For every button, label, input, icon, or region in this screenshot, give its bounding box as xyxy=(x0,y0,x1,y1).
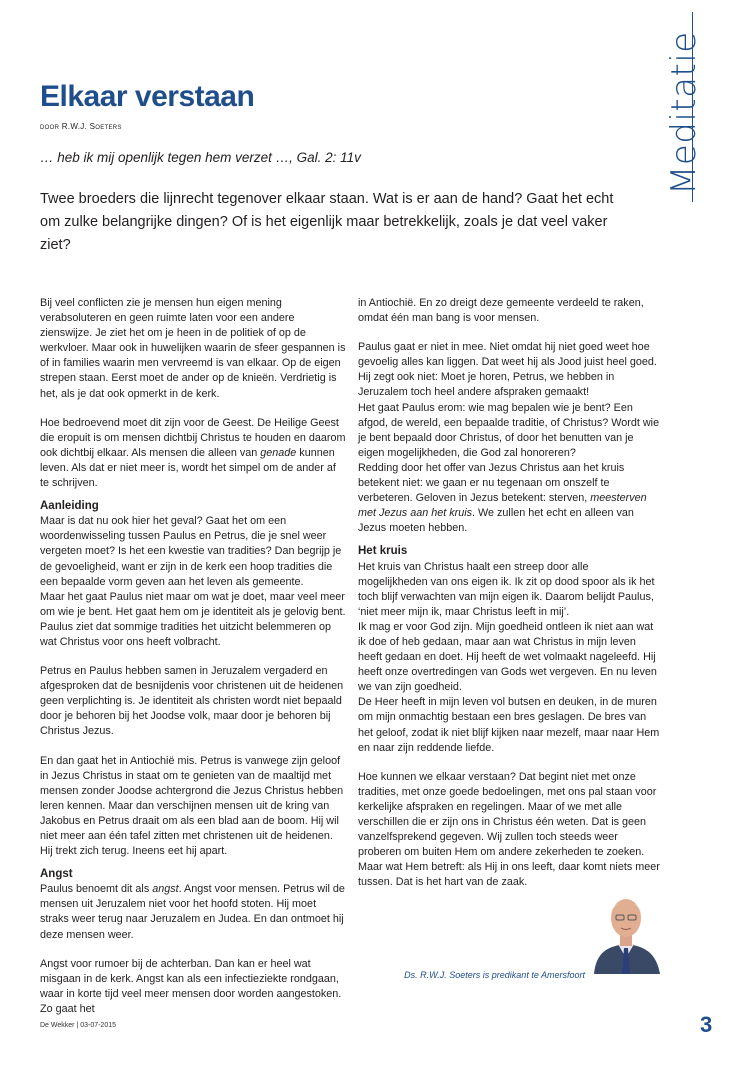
bible-verse: … heb ik mij openlijk tegen hem verzet …, Gal. 2: 11v xyxy=(40,150,361,165)
subheading-aanleiding: Aanleiding xyxy=(40,500,99,513)
paragraph: Het gaat Paulus erom: wie mag bepalen wie je bent? Een afgod, de wereld, een bepaalde traditie, of Christus? Wordt wie je bent bepaald door Christus, of door het benutten van je eigen mogelijkheden, die God zal honoreren? xyxy=(358,401,660,459)
paragraph: Bij veel conflicten zie je mensen hun eigen mening verabsoluteren en geen ruimte laten voor een andere zienswijze. Je ziet het om je heen in de politiek of op de werkvloer. Maar ook in huwelijken waarin de sfeer gespannen is of in families waarin men vervreemd is van elkaar. Op de eigen strepen staan. Eerst moet de ander op de knieën. Verdrietig is het, als je dat ook opmerkt in de kerk. xyxy=(40,297,346,400)
paragraph: Redding door het offer van Jezus Christus aan het kruis betekent niet: we gaan er nu tegenaan om onszelf te verbeteren. Geloven in Jezus betekent: sterven, meesterven met Jezus aan het kruis. We zullen het echt en alleen van Jezus moeten hebben. xyxy=(358,461,647,535)
subheading-het-kruis: Het kruis xyxy=(358,545,408,558)
intro-paragraph: Twee broeders die lijnrecht tegenover elkaar staan. Wat is er aan de hand? Gaat het echt om zulke belangrijke dingen? Of is het eigenlijk maar betrekkelijk, zoals je dat veel vaker ziet? xyxy=(40,191,614,253)
paragraph: Angst voor rumoer bij de achterban. Dan kan er heel wat misgaan in de kerk. Angst kan als een infectieziekte rondgaan, waar in korte tijd veel meer mensen door worden aangestoken. Zo gaat het xyxy=(40,957,342,1015)
page-number: 3 xyxy=(700,1012,713,1037)
paragraph: De Heer heeft in mijn leven vol butsen en deuken, in de muren om mijn onmachtig bestaan een bres geslagen. De bres van het geloof, zodat ik niet blijf kijken naar mezelf, maar naar Hem en naar zijn reddende liefde. xyxy=(358,696,660,754)
paragraph: Hoe kunnen we elkaar verstaan? Dat begint niet met onze tradities, met onze goede bedoelingen, met ons pal staan voor kerkelijke afspraken en regelingen. Maar of we met alle verschillen die er zijn ons in Christus één weten. Dat is geen vanzelfsprekend gegeven. Wij zullen toch steeds weer proberen om buiten Hem om andere zekerheden te zoeken. Maar wat Hem betreft: als Hij in ons leeft, daar komt niets meer tussen. Dat is het hart van de zaak. xyxy=(358,770,660,889)
article-title: Elkaar verstaan xyxy=(40,80,255,113)
section-label: Meditatie xyxy=(664,31,704,195)
paragraph: Paulus benoemt dit als angst. Angst voor mensen. Petrus wil de mensen uit Jeruzalem niet voor het hoofd stoten. Hij moet straks weer terug naar Jeruzalem en Judea. En dan ontmoet hij deze mensen weer. xyxy=(40,883,345,941)
left-column xyxy=(40,296,347,1017)
paragraph: Hoe bedroevend moet dit zijn voor de Geest. De Heilige Geest die eropuit is om mensen dichtbij Christus te houden en daarom ook dichtbij elkaar. Als mensen die alleen van genade kunnen leven. Als dat er niet meer is, wordt het simpel om de ander af te schrijven. xyxy=(40,416,346,490)
subheading-angst: Angst xyxy=(40,868,73,881)
author-photo xyxy=(590,886,662,974)
paragraph: Het kruis van Christus haalt een streep door alle mogelijkheden van ons eigen ik. Ik zit op dood spoor als ik het toch blijf verwachten van mijn eigen ik. Daarom belijdt Paulus, ‘niet meer mijn ik, maar Christus leeft in mij’. xyxy=(358,560,655,618)
paragraph: En dan gaat het in Antiochië mis. Petrus is vanwege zijn geloof in Jezus Christus in staat om te genieten van de maaltijd met mensen zonder Joodse achtergrond die Jezus Christus hebben leren kennen. Maar dan verschijnen mensen uit de kring van Jakobus en Petrus draait om als een blad aan de boom. Hij wil niet meer aan één tafel zitten met christenen uit de heidenen. Hij trekt zich terug. Ineens eet hij apart. xyxy=(40,754,344,858)
paragraph: Petrus en Paulus hebben samen in Jeruzalem vergaderd en afgesproken dat de besnijdenis voor christenen uit de heidenen geen verplichting is. Je identiteit als christen wordt niet bepaald door je behoren bij het Joodse volk, maar door je behoren bij Christus Jezus. xyxy=(40,665,344,738)
byline: door R.W.J. Soeters xyxy=(40,122,122,131)
paragraph: Paulus gaat er niet in mee. Niet omdat hij niet goed weet hoe gevoelig alles kan liggen. Dat weet hij als Jood juist heel goed. Hij zegt ook niet: Moet je horen, Petrus, we hebben in Jeruzalem toch heel andere afspraken gemaakt! xyxy=(358,341,657,399)
paragraph: Ik mag er voor God zijn. Mijn goedheid ontleen ik niet aan wat ik doe of heb gedaan, maar aan wat Christus in mijn leven heeft gedaan en doet. Hij heeft de wet volmaakt nageleefd. Hij heeft onze overtredingen van Gods wet vergeven. En nu leven we van zijn goedheid. xyxy=(358,620,657,694)
right-column xyxy=(358,296,661,890)
photo-caption: Ds. R.W.J. Soeters is predikant te Amersfoort xyxy=(404,970,585,980)
paragraph: Maar het gaat Paulus niet maar om wat je doet, maar veel meer om wie je bent. Het gaat hem om je identiteit als je gelovig bent. Paulus ziet dat sommige tradities het uitzicht belemmeren op wat Christus voor ons heeft volbracht. xyxy=(40,590,346,648)
footer-publication: De Wekker | 03-07-2015 xyxy=(40,1022,117,1029)
paragraph: in Antiochië. En zo dreigt deze gemeente verdeeld te raken, omdat één man bang is voor mensen. xyxy=(358,297,644,325)
paragraph: Maar is dat nu ook hier het geval? Gaat het om een woordenwisseling tussen Paulus en Petrus, die je snel weer vergeten moet? Is het een kwestie van tradities? Dan begrijp je de gevoeligheid, want er zijn in de kerk een hoop tradities die een bepaalde vorm geven aan het leven als gemeente. xyxy=(40,515,342,588)
